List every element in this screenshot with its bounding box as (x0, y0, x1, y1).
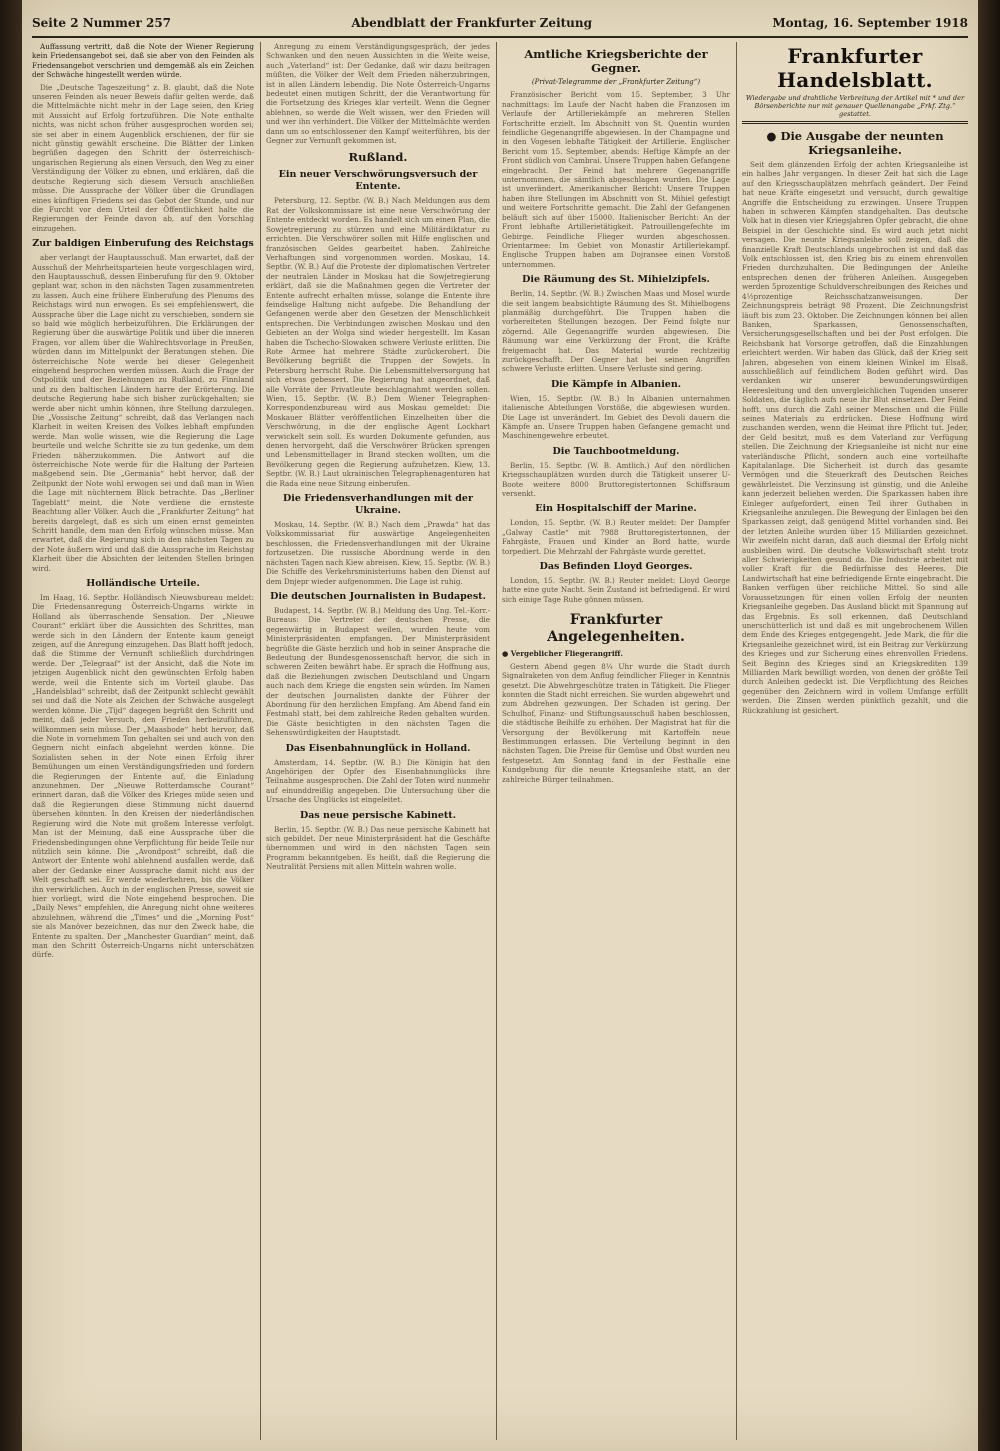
col2-body-4: Budapest, 14. Septbr. (W. B.) Meldung des Ung. Tel.-Korr.-Bureaus: Die Vertreter der deutschen Presse, die gegenwärtig in Budapest weilen, wurden heute vom Ministerpräsidenten empfangen. Der Ministerpräsident begrüßte die Gäste herzlich und hob in seiner Ansprache die Bedeutung der Bundesgenossenschaft hervor, die sich in schweren Zeiten bewährt habe. Er sprach die Hoffnung aus, daß die Beziehungen zwischen Deutschland und Ungarn auch nach dem Kriege die engsten sein würden. Im Namen der deutschen Journalisten dankte der Führer der Abordnung für den herzlichen Empfang. Am Abend fand ein Festmahl statt, bei dem zahlreiche Reden gehalten wurden. Die Gäste besichtigten in den nächsten Tagen die Sehenswürdigkeiten der Hauptstadt. (266, 605, 490, 738)
heading-persia: Das neue persische Kabinett. (300, 809, 456, 821)
handelsblatt-masthead: Frankfurter Handelsblatt. (777, 44, 933, 92)
column-rule (496, 42, 497, 1440)
col1-body: Die „Deutsche Tageszeitung“ z. B. glaubt, daß die Note unseren Feinden als neuer Beweis dafür gelten werde, daß die Mittelmächte nicht mehr in der Lage seien, den Krieg mit Aussicht auf Erfolg fortzuführen. Die Note enthalte nichts, was nicht schon früher ausgesprochen worden sei; sie sei aber in einem Augenblick erschienen, der für sie nicht günstig gewählt erscheine. Die Blätter der Linken begrüßen dagegen den Schritt der österreichisch-ungarischen Regierung als einen Versuch, den Weg zu einer Verständigung der Völker zu ebnen, und erklären, daß die deutsche Regierung sich diesem Versuch anschließen müsse. Die Aussprache der Völker über die Grundlagen eines künftigen Friedens sei das Gebot der Stunde, und nur die Furcht vor dem Urteil der Öffentlichkeit halte die Regierungen der Feinde davon ab, auf den Vorschlag einzugehen. (32, 82, 254, 233)
subheading-russland: Ein neuer Verschwörungsversuch der Entente. (278, 169, 478, 193)
column-2 (266, 42, 490, 1440)
heading-albania: Die Kämpfe in Albanien. (550, 378, 682, 390)
col3-body-7: Gestern Abend gegen 8¼ Uhr wurde die Stadt durch Signalraketen von dem Anflug feindlicher Flieger in Kenntnis gesetzt. Die Abwehrgeschütze traten in Tätigkeit. Die Flieger konnten die Stadt nicht erreichen. Sie wurden abgewehrt und zum Abdrehen gezwungen. Der Schaden ist gering. Der Schulhof, Finanz- und Stiftungsausschuß haben beschlossen, die städtische Beihilfe zu erhöhen. Der Magistrat hat für die Versorgung der Bevölkerung mit Kartoffeln neue Bestimmungen erlassen. Die Verteilung beginnt in den nächsten Tagen. Die Preise für Gemüse und Obst wurden neu festgesetzt. Am Sonntag fand in der Festhalle eine Kundgebung für die neunte Kriegsanleihe statt, an der zahlreiche Bürger teilnahmen. (502, 661, 730, 784)
col3-body-5: London, 15. Septbr. (W. B.) Reuter meldet: Der Dampfer „Galway Castle“ mit 7988 Bruttoregistertonnen, der Fahrgäste, Frauen und Kinder an Bord hatte, wurde torpediert. Die Mehrzahl der Fahrgäste wurde gerettet. (502, 518, 730, 556)
subheading-war-reports: (Privat-Telegramme der „Frankfurter Zeitung“) (531, 78, 701, 86)
column-3 (502, 42, 730, 1440)
column-4 (742, 42, 968, 1440)
heading-journalists: Die deutschen Journalisten in Budapest. (270, 590, 486, 602)
column-1 (32, 42, 254, 1440)
col2-body-5: Amsterdam, 14. Septbr. (W. B.) Die Königin hat den Angehörigen der Opfer des Eisenbahnunglücks ihre Teilnahme ausgesprochen. Die Zahl der Toten wird nunmehr auf einunddreißig angegeben. Die Untersuchung über die Ursache des Unglücks ist eingeleitet. (266, 757, 490, 805)
subheading-air-raid (502, 649, 730, 658)
heading-war-loan (742, 129, 968, 157)
handelsblatt-notice: Wiedergabe und drahtliche Verbreitung der Artikel mit * und der Börsenberichte nur mit genauer Quellenangabe „Frkf. Ztg.“ gestattet. (745, 94, 965, 118)
heading-russland: Rußland. (348, 150, 408, 165)
heading-st-mihiel: Die Räumung des St. Mihielzipfels. (522, 274, 710, 286)
column-rule (736, 42, 737, 1440)
heading-hospital-ship: Ein Hospitalschiff der Marine. (535, 503, 697, 515)
page-number: Seite 2 Nummer 257 (32, 16, 172, 30)
subheading-air-raid-text: ● Vergeblicher Fliegerangriff. (502, 649, 623, 658)
heading-ukraine: Die Friedensverhandlungen mit der Ukraine. (283, 493, 473, 517)
col2-body-3: Moskau, 14. Septbr. (W. B.) Nach dem „Prawda“ hat das Volkskommissariat für auswärtige Angelegenheiten beschlossen, die Friedensverhandlungen mit der Ukraine fortzusetzen. Die russische Abordnung werde in den nächsten Tagen nach Kiew abreisen. Kiew, 15. Septbr. (W. B.) Die Schiffe des Verkehrsministeriums haben den Dienst auf dem Dnjepr wieder aufgenommen. Die Lage ist ruhig. (266, 520, 490, 586)
newspaper-page (22, 0, 978, 1451)
col4-body-1: Seit dem glänzenden Erfolg der achten Kriegsanleihe ist ein halbes Jahr vergangen. In dieser Zeit hat sich die Lage auf den Kriegsschauplätzen mehrfach geändert. Der Feind hat neue Kräfte eingesetzt und versucht, durch gewaltige Angriffe die Entscheidung zu erzwingen. Unsere Truppen haben in schweren Kämpfen standgehalten. Das deutsche Volk hat in diesen vier Kriegsjahren Opfer gebracht, die ohne Beispiel in der Geschichte sind. Es wird auch jetzt nicht versagen. Die neunte Kriegsanleihe soll zeigen, daß die finanzielle Kraft Deutschlands ungebrochen ist und daß das Volk entschlossen ist, den Krieg bis zu einem ehrenvollen Frieden durchzuhalten. Die Bedingungen der Anleihe entsprechen denen der früheren Anleihen. Ausgegeben werden 5prozentige Schuldverschreibungen des Reiches und 4½prozentige Reichsschatzanweisungen. Der Zeichnungspreis beträgt 98 Prozent. Die Zeichnungsfrist läuft bis zum 23. Oktober. Die Zeichnungen können bei allen Banken, Sparkassen, Genossenschaften, Versicherungsgesellschaften und bei der Post erfolgen. Die Reichsbank hat Vorsorge getroffen, daß die Einzahlungen erleichtert werden. Wir haben das Glück, daß der Krieg seit Jahren, abgesehen von einem kleinen Winkel im Elsaß, ausschließlich auf feindlichem Boden geführt wird. Das verdanken wir unserer bewunderungswürdigen Heeresleitung und den unvergleichlichen Tugenden unserer Soldaten, die täglich aufs neue ihr Blut einsetzen. Der Feind hofft, uns durch die Zahl seiner Menschen und die Fülle seines Materials zu erdrücken. Diese Hoffnung wird zuschanden werden, wenn die Heimat ihre Pflicht tut. Jeder, der Geld besitzt, muß es dem Vaterland zur Verfügung stellen. Die Zeichnung der Kriegsanleihe ist nicht nur eine vaterländische Pflicht, sondern auch eine vorteilhafte Kapitalanlage. Die Sicherheit ist durch das gesamte Vermögen und die Steuerkraft des Deutschen Reiches gewährleistet. Die Verzinsung ist günstig, und die Anleihe kann jederzeit beliehen werden. Die Sparkassen haben ihre Einleger aufgefordert, einen Teil ihrer Guthaben in Kriegsanleihe anzulegen. Die Bewegung der Einlagen bei den Sparkassen zeigt, daß genügend Mittel vorhanden sind. Bei der letzten Anleihe wurden über 15 Milliarden gezeichnet. Wir zweifeln nicht daran, daß auch diesmal der Erfolg nicht ausbleiben wird. Die deutsche Volkswirtschaft steht trotz aller Schwierigkeiten gesund da. Die Industrie arbeitet mit voller Kraft für die Bedürfnisse des Heeres. Die Landwirtschaft hat eine befriedigende Ernte eingebracht. Die Banken verfügen über reichliche Mittel. So sind alle Voraussetzungen für einen vollen Erfolg der neunten Kriegsanleihe gegeben. Das Ausland blickt mit Spannung auf das Ergebnis. Es soll erkennen, daß Deutschland unerschütterlich ist und daß es mit ungebrochenem Willen dem Ende des Krieges entgegengeht. Jede Mark, die für die Kriegsanleihe gezeichnet wird, ist ein Beitrag zur Verkürzung des Krieges und zur Sicherung eines ehrenvollen Friedens. Seit Beginn des Krieges sind an Kriegskrediten 139 Milliarden Mark bewilligt worden, von denen der größte Teil durch Anleihen gedeckt ist. Die Verpflichtung des Reiches gegenüber den Zeichnern wird in vollem Umfange erfüllt werden. Die Zinsen werden pünktlich gezahlt, und die Rückzahlung ist gesichert. (742, 160, 968, 715)
newspaper-title: Abendblatt der Frankfurter Zeitung (351, 16, 593, 30)
heading-local-affairs: Frankfurter Angelegenheiten. (547, 612, 685, 646)
book-edge-shadow (978, 0, 1000, 1451)
col3-body-1: Französischer Bericht vom 15. September, 3 Uhr nachmittags: Im Laufe der Nacht haben die Franzosen im Verlaufe der Artilleriekämpfe an mehreren Stellen Fortschritte erzielt. Im Abschnitt von St. Quentin wurden feindliche Gegenangriffe abgewiesen. In der Champagne und in den Vogesen lebhafte Tätigkeit der Artillerie. Englischer Bericht vom 15. September, abends: Heftige Kämpfe an der Front südlich von Cambrai. Unsere Truppen haben Gefangene eingebracht. Der Feind hat mehrere Gegenangriffe unternommen, die sämtlich abgeschlagen wurden. Die Lage ist unverändert. Amerikanischer Bericht: Unsere Truppen haben ihre Stellungen im Abschnitt von St. Mihiel gefestigt und weitere Fortschritte gemacht. Die Zahl der Gefangenen beläuft sich auf über 15000. Italienischer Bericht: An der Front lebhafte Artillerietätigkeit. Patrouillengefechte im Gebirge. Feindliche Flieger wurden abgeschossen. Orientarmee: Im Gebiet von Monastir Artilleriekampf. Englische Truppen haben am Dojransee einen Vorstoß unternommen. (502, 90, 730, 269)
col3-body-4: Berlin, 15. Septbr. (W. B. Amtlich.) Auf den nördlichen Kriegsschauplätzen wurden durch die Tätigkeit unserer U-Boote weitere 8000 Bruttoregistertonnen Schiffsraum versenkt. (502, 460, 730, 499)
col1-intro: Auffassung vertritt, daß die Note der Wiener Regierung kein Friedensangebot sei, daß sie aber von den Feinden als Friedensangebot verschrien und demgemäß als ein Zeichen der Schwäche hingestellt werden würde. (32, 42, 254, 80)
col3-body-2: Berlin, 14. Septbr. (W. B.) Zwischen Maas und Mosel wurde die seit langem beabsichtigte Räumung des St. Mihielbogens planmäßig durchgeführt. Die Truppen haben die vorbereiteten Stellungen bezogen. Der Feind folgte nur zögernd. Alle Gegenangriffe wurden abgewiesen. Die Räumung war eine Verkürzung der Front, die Kräfte freigemacht hat. Das Material wurde rechtzeitig zurückgeschafft. Der Gegner hat bei seinen Angriffen schwere Verluste erlitten. Unsere Verluste sind gering. (502, 289, 730, 374)
col2-body-1: Anregung zu einem Verständigungsgespräch, der jedes Schwanken und den neuen Aussichten in die Weite weise, auch „Vaterland“ ist: Der Gedanke, daß wir dazu beitragen müßten, die Völker der Welt dem Frieden näherzubringen, ist in allen Ländern lebendig. Die Note Österreich-Ungarns bedeutet einen mutigen Schritt, der die Verantwortung für die Fortsetzung des Krieges klar verteilt. Wenn die Gegner ablehnen, so werde die Welt wissen, wer den Frieden will und wer ihn verhindert. Die Völker der Mittelmächte werden dann um so entschlossener den Kampf weiterführen, bis der Gegner zur Vernunft gekommen ist. (266, 42, 490, 146)
page-header (32, 10, 968, 38)
col2-body-2: Petersburg, 12. Septbr. (W. B.) Nach Meldungen aus dem Rat der Volkskommissare ist eine neue Verschwörung der Entente entdeckt worden. Es handelt sich um einen Plan, die Sowjetregierung zu stürzen und eine Militärdiktatur zu errichten. Die Verschwörer sollen mit Hilfe englischen und französischen Geldes gearbeitet haben. Zahlreiche Verhaftungen sind vorgenommen worden. Moskau, 14. Septbr. (W. B.) Auf die Proteste der diplomatischen Vertreter der neutralen Länder in Moskau hat die Sowjetregierung erklärt, daß sie die Maßnahmen gegen die Vertreter der Entente aufrecht erhalten müsse, solange die Entente ihre feindselige Haltung nicht aufgebe. Die Behandlung der Gefangenen werde aber den Gesetzen der Menschlichkeit entsprechen. Die Verbindungen zwischen Moskau und den Gebieten an der Wolga sind wieder hergestellt. Im Kasan haben die Tschecho-Slowaken schwere Verluste erlitten. Die Rote Armee hat mehrere Städte zurückerobert. Die Bevölkerung begrüßt die Truppen der Sowjets. In Petersburg herrscht Ruhe. Die Lebensmittelversorgung hat sich etwas gebessert. Die Regierung hat angeordnet, daß alle Vorräte der Privatleute beschlagnahmt werden sollen. Wien, 15. Septbr. (W. B.) Dem Wiener Telegraphen-Korrespondenzbureau wird aus Moskau gemeldet: Die Moskauer Blätter veröffentlichen Einzelheiten über die Verschwörung, in die der englische Agent Lockhart verwickelt sein soll. Es wurden Dokumente gefunden, aus denen hervorgeht, daß die Verschwörer Brücken sprengen und Lebensmittellager in Brand stecken wollten, um die Bevölkerung gegen die Regierung aufzuhetzen. Kiew, 13. Septbr. (W. B.) Laut ukrainischen Telegraphenagenturen hat die Rada eine neue Sitzung einberufen. (266, 196, 490, 488)
issue-date: Montag, 16. September 1918 (772, 16, 968, 30)
col3-body-6: London, 15. Septbr. (W. B.) Reuter meldet: Lloyd George hatte eine gute Nacht. Sein Zustand ist befriedigend. Er wird sich einige Tage Ruhe gönnen müssen. (502, 576, 730, 604)
col1-body-3: Im Haag, 16. Septbr. Holländisch Nieuwsbureau meldet: Die Friedensanregung Österreich-Ungarns wirkte in Holland als überraschende Sensation. Der „Nieuwe Courant“ erklärt über die Aussichten des Schrittes, man werde sich in den Ländern der Entente kaum geneigt zeigen, auf die Anregung einzugehen. Das Blatt hofft jedoch, daß die Stimme der Vernunft schließlich durchdringen werde. Der „Telegraaf“ ist der Ansicht, daß die Note im jetzigen Augenblick nicht den gewünschten Erfolg haben werde, weil die Entente sich im Vorteil glaube. Das „Handelsblad“ schreibt, daß der Zeitpunkt schlecht gewählt sei und daß die Note als Zeichen der Schwäche ausgelegt werden könne. Die „Tijd“ dagegen begrüßt den Schritt und meint, daß jeder Versuch, den Frieden herbeizuführen, willkommen sein müsse. Der „Maasbode“ hebt hervor, daß die Note in vornehmem Ton gehalten sei und auch von den Gegnern nicht einfach abgelehnt werden könne. Die Sozialisten sehen in der Note einen Erfolg ihrer Bemühungen um einen Verständigungsfrieden und fordern die Regierungen der Entente auf, die Einladung anzunehmen. Der „Nieuwe Rotterdamsche Courant“ erinnert daran, daß die Völker des Krieges müde seien und daß die Regierungen diese Stimmung nicht dauernd übersehen könnten. In den Kreisen der niederländischen Regierung wird die Note mit großem Interesse verfolgt. Man ist der Meinung, daß eine Aussprache über die Friedensbedingungen ohne Verpflichtung für beide Teile nur nützlich sein könne. Die „Avondpost“ schreibt, daß die Antwort der Entente wohl ablehnend ausfallen werde, daß aber der Gedanke einer Aussprache damit nicht aus der Welt geschafft sei. Er werde wiederkehren, bis die Völker ihn verwirklichen. Auch in der englischen Presse, soweit sie hier vorliegt, wird die Note eingehend besprochen. Die „Daily News“ empfehlen, die Anregung nicht ohne weiteres abzulehnen, während die „Times“ und die „Morning Post“ sie als Manöver bezeichnen, das nur den Zweck habe, die Entente zu spalten. Der „Manchester Guardian“ meint, daß man den Schritt Österreich-Ungarns nicht unterschätzen dürfe. (32, 592, 254, 960)
heading-rail-accident: Das Eisenbahnunglück in Holland. (285, 742, 471, 754)
heading-war-reports: Amtliche Kriegsberichte der Gegner. (524, 47, 708, 75)
heading-holland: Holländische Urteile. (86, 577, 200, 589)
heading-lloyd-george: Das Befinden Lloyd Georges. (539, 561, 693, 573)
heading-uboat: Die Tauchbootmeldung. (552, 445, 680, 457)
column-rule (260, 42, 261, 1440)
heading-war-loan-text: ● Die Ausgabe der neunten Kriegsanleihe. (766, 129, 943, 157)
col2-body-6: Berlin, 15. Septbr. (W. B.) Das neue persische Kabinett hat sich gebildet. Der neue Ministerpräsident hat die Geschäfte übernommen und wird in den nächsten Tagen sein Programm bekanntgeben. Es heißt, daß die Regierung die Neutralität Persiens mit allen Mitteln wahren wolle. (266, 824, 490, 872)
col3-body-3: Wien, 15. Septbr. (W. B.) In Albanien unternahmen italienische Abteilungen Vorstöße, die abgewiesen wurden. Die Lage ist unverändert. Im Gebiet des Devoli dauern die Kämpfe an. Unsere Truppen haben Gefangene gemacht und Maschinengewehre erbeutet. (502, 393, 730, 441)
book-spine-shadow (0, 0, 22, 1451)
col1-body-2: aber verlangt der Hauptausschuß. Man erwartet, daß der Ausschuß der Mehrheitsparteien heute vorgeschlagen wird, den Hauptausschuß, dessen Einberufung für den 9. Oktober geplant war, schon in den nächsten Tagen zusammentreten zu lassen. Auch eine frühere Einberufung des Plenums des Reichstags wird nun erwogen. Es sei empfehlenswert, die Aussprache über die Lage nicht zu verschieben, sondern sie so bald wie möglich herbeizuführen. Die Erklärungen der Regierung über die auswärtige Politik und über die inneren Fragen, vor allem über die Wahlrechtsvorlage in Preußen, würden dann im Mittelpunkt der Beratungen stehen. Die österreichische Note werde bei dieser Gelegenheit eingehend besprochen werden müssen. Auch die Frage der Ostpolitik und der Beziehungen zu Rußland, zu Finnland und zu den baltischen Ländern harre der Erörterung. Die deutsche Regierung habe sich bisher zurückgehalten; sie werde aber nicht umhin können, ihre Stellung darzulegen. Die „Vossische Zeitung“ schreibt, daß das Verlangen nach Klarheit in weiten Kreisen des Volkes lebhaft empfunden werde. Man wolle wissen, wie die Regierung die Lage beurteile und welche Schritte sie zu tun gedenke, um dem Frieden näherzukommen. Die Antwort auf die österreichische Note werde für die Haltung der Parteien maßgebend sein. Die „Germania“ hebt hervor, daß der Zeitpunkt der Note wohl erwogen sei und daß man in Wien die Lage mit nüchternem Blick betrachte. Das „Berliner Tageblatt“ meint, die Note verdiene die ernsteste Beachtung aller Völker. Auch die „Frankfurter Zeitung“ hat bereits dargelegt, daß es sich um einen ernst gemeinten Schritt handle, dem man den Erfolg wünschen müsse. Man erwartet, daß die Regierung sich in den nächsten Tagen zu der Note äußern wird und daß die Aussprache im Reichstag Klarheit über die Absichten der leitenden Stellen bringen wird. (32, 253, 254, 573)
heading-reichstag: Zur baldigen Einberufung des Reichstags (32, 238, 254, 250)
masthead-rule (742, 121, 968, 124)
